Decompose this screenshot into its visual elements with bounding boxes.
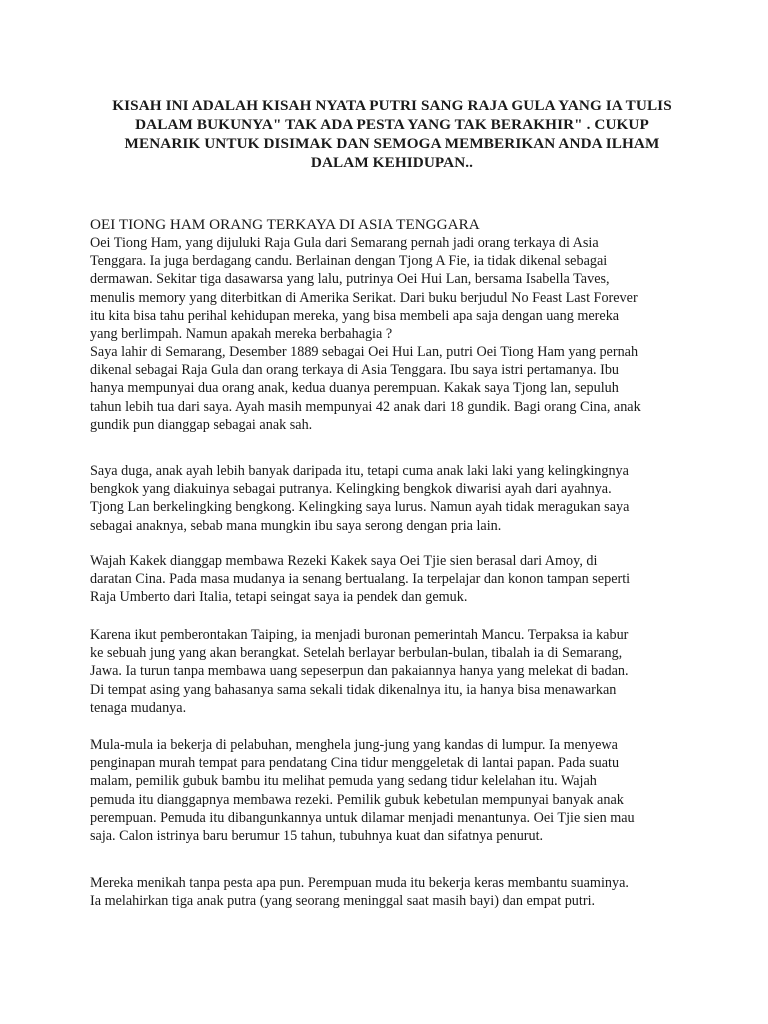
heading-line: MENARIK UNTUK DISIMAK DAN SEMOGA MEMBERIKAN ANDA ILHAM [124, 135, 660, 152]
section-title: OEI TIONG HAM ORANG TERKAYA DI ASIA TENGGARA [90, 216, 480, 233]
text-line: Ia melahirkan tiga anak putra (yang seorang meninggal saat masih bayi) dan empat putri. [90, 893, 596, 910]
text-line: Wajah Kakek dianggap membawa Rezeki Kakek saya Oei Tjie sien berasal dari Amoy, di [90, 553, 598, 569]
paragraph-3 [90, 462, 690, 535]
paragraph-1 [90, 234, 690, 343]
text-line: ke sebuah jung yang akan berangkat. Setelah berlayar berbulan-bulan, tibalah ia di Semarang, [90, 645, 623, 662]
heading-line: DALAM KEHIDUPAN.. [310, 154, 474, 171]
heading-line: DALAM BUKUNYA" TAK ADA PESTA YANG TAK BERAKHIR" . CUKUP [135, 116, 649, 133]
paragraph-7 [90, 874, 690, 910]
paragraph-2 [90, 343, 690, 434]
document-heading [88, 96, 696, 172]
text-line: tahun lebih tua dari saya. Ayah masih mempunyai 42 anak dari 18 gundik. Bagi orang Cina, anak [90, 398, 641, 415]
text-line: dikenal sebagai Raja Gula dan orang terkaya di Asia Tenggara. Ibu saya istri pertamanya. Ibu [90, 362, 620, 379]
text-line: saja. Calon istrinya baru berumur 15 tahun, tubuhnya kuat dan sifatnya penurut. [90, 828, 544, 845]
paragraph-4 [90, 552, 690, 607]
text-line: perempuan. Pemuda itu dibangunkannya untuk dilamar menjadi menantunya. Oei Tjie sien mau [90, 809, 635, 826]
text-line: Mereka menikah tanpa pesta apa pun. Perempuan muda itu bekerja keras membantu suaminya. [90, 875, 629, 891]
text-line: Oei Tiong Ham, yang dijuluki Raja Gula dari Semarang pernah jadi orang terkaya di Asia [90, 235, 599, 251]
text-line: pemuda itu dianggapnya membawa rezeki. Pemilik gubuk kebetulan mempunyai banyak anak [90, 791, 624, 808]
text-line: Di tempat asing yang bahasanya sama sekali tidak dikenalnya itu, ia hanya bisa menawarkan [90, 681, 617, 698]
text-line: Saya lahir di Semarang, Desember 1889 sebagai Oei Hui Lan, putri Oei Tiong Ham yang pernah [90, 344, 639, 360]
paragraph-5 [90, 626, 690, 717]
text-line: dermawan. Sekitar tiga dasawarsa yang lalu, putrinya Oei Hui Lan, bersama Isabella Taves, [90, 271, 610, 288]
text-line: daratan Cina. Pada masa mudanya ia senang bertualang. Ia terpelajar dan konon tampan seperti [90, 571, 631, 588]
text-line: penginapan murah tempat para pendatang Cina tidur menggeletak di lantai papan. Pada suatu [90, 755, 620, 772]
text-line: sebagai anaknya, sebab mana mungkin ibu saya serong dengan pria lain. [90, 517, 502, 534]
text-line: tenaga mudanya. [90, 699, 187, 716]
text-line: Saya duga, anak ayah lebih banyak daripada itu, tetapi cuma anak laki laki yang kelingkingnya [90, 463, 629, 479]
text-line: menulis memory yang diterbitkan di Amerika Serikat. Dari buku berjudul No Feast Last Forever [90, 289, 638, 306]
text-line: Jawa. Ia turun tanpa membawa uang sepeserpun dan pakaiannya hanya yang melekat di badan. [90, 663, 629, 680]
text-line: bengkok yang diakuinya sebagai putranya. Kelingking bengkok diwarisi ayah dari ayahnya. [90, 481, 612, 498]
text-line: malam, pemilik gubuk bambu itu melihat pemuda yang sedang tidur kelelahan itu. Wajah [90, 773, 597, 790]
text-line: hanya mempunyai dua orang anak, kedua duanya perempuan. Kakak saya Tjong lan, sepuluh [90, 380, 619, 397]
text-line: Tjong Lan berkelingking bengkong. Kelingking saya lurus. Namun ayah tidak meragukan saya [90, 499, 630, 516]
text-line: yang berlimpah. Namun apakah mereka berbahagia ? [90, 326, 393, 343]
text-line: Mula-mula ia bekerja di pelabuhan, menghela jung-jung yang kandas di lumpur. Ia menyewa [90, 737, 618, 753]
text-line: itu kita bisa tahu perihal kehidupan mereka, yang bisa membeli apa saja dengan uang mereka [90, 307, 620, 324]
heading-line: KISAH INI ADALAH KISAH NYATA PUTRI SANG RAJA GULA YANG IA TULIS [112, 97, 672, 114]
text-line: Raja Umberto dari Italia, tetapi seingat saya ia pendek dan gemuk. [90, 589, 468, 606]
text-line: Tenggara. Ia juga berdagang candu. Berlainan dengan Tjong A Fie, ia tidak dikenal sebagai [90, 253, 608, 270]
text-line: Karena ikut pemberontakan Taiping, ia menjadi buronan pemerintah Mancu. Terpaksa ia kabur [90, 627, 629, 643]
text-line: gundik pun dianggap sebagai anak sah. [90, 416, 313, 433]
paragraph-6 [90, 736, 690, 845]
